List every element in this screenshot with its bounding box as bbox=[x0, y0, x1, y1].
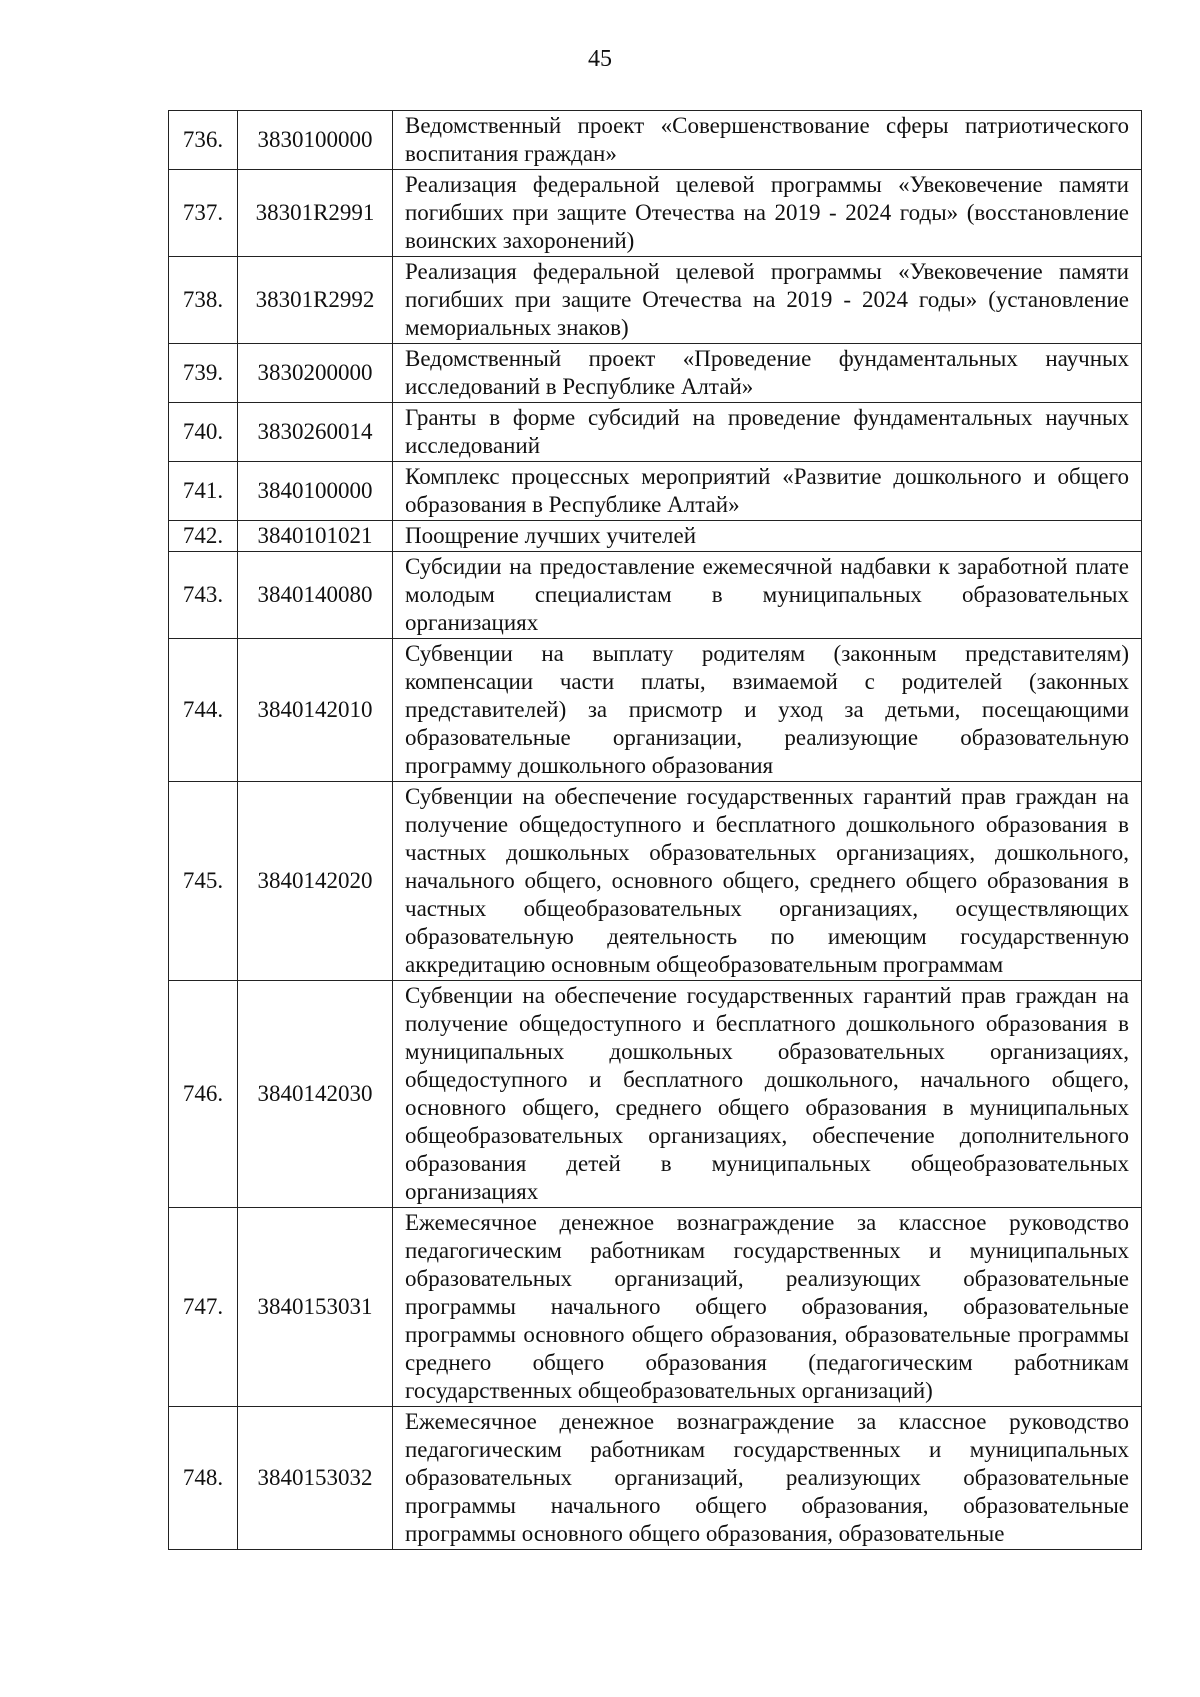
row-code: 3830260014 bbox=[238, 403, 393, 462]
row-number: 736. bbox=[169, 111, 238, 170]
row-number: 746. bbox=[169, 981, 238, 1208]
row-description: Гранты в форме субсидий на проведение фундаментальных научных исследований bbox=[393, 403, 1142, 462]
row-code: 3830100000 bbox=[238, 111, 393, 170]
row-code: 3840142030 bbox=[238, 981, 393, 1208]
table-row bbox=[169, 1407, 1142, 1550]
table-row bbox=[169, 639, 1142, 782]
row-number: 738. bbox=[169, 257, 238, 344]
row-description: Ведомственный проект «Совершенствование сферы патриотического воспитания граждан» bbox=[393, 111, 1142, 170]
row-code: 38301R2991 bbox=[238, 170, 393, 257]
row-code: 3840153031 bbox=[238, 1208, 393, 1407]
row-number: 745. bbox=[169, 782, 238, 981]
table-row bbox=[169, 403, 1142, 462]
table-row bbox=[169, 1208, 1142, 1407]
row-code: 3840153032 bbox=[238, 1407, 393, 1550]
row-description: Комплекс процессных мероприятий «Развитие дошкольного и общего образования в Республике Алтай» bbox=[393, 462, 1142, 521]
row-description: Ежемесячное денежное вознаграждение за классное руководство педагогическим работникам государственных и муниципальных образовательных организаций, реализующих образовательные программы начального общего образования, образовательные программы основного общего образования, образовательные bbox=[393, 1407, 1142, 1550]
row-number: 742. bbox=[169, 521, 238, 552]
page-number: 45 bbox=[588, 46, 612, 72]
row-description: Реализация федеральной целевой программы «Увековечение памяти погибших при защите Отечества на 2019 - 2024 годы» (восстановление воинских захоронений) bbox=[393, 170, 1142, 257]
row-description: Субвенции на выплату родителям (законным представителям) компенсации части платы, взимаемой с родителей (законных представителей) за присмотр и уход за детьми, посещающими образовательные организации, реализующие образовательную программу дошкольного образования bbox=[393, 639, 1142, 782]
row-number: 739. bbox=[169, 344, 238, 403]
row-number: 744. bbox=[169, 639, 238, 782]
row-description: Субсидии на предоставление ежемесячной надбавки к заработной плате молодым специалистам в муниципальных образовательных организациях bbox=[393, 552, 1142, 639]
row-code: 3830200000 bbox=[238, 344, 393, 403]
table-row bbox=[169, 462, 1142, 521]
row-number: 741. bbox=[169, 462, 238, 521]
table-row bbox=[169, 111, 1142, 170]
row-code: 3840142010 bbox=[238, 639, 393, 782]
table-row bbox=[169, 257, 1142, 344]
row-number: 743. bbox=[169, 552, 238, 639]
table-row bbox=[169, 344, 1142, 403]
row-code: 38301R2992 bbox=[238, 257, 393, 344]
budget-code-table bbox=[168, 110, 1142, 1550]
row-number: 747. bbox=[169, 1208, 238, 1407]
row-number: 740. bbox=[169, 403, 238, 462]
row-number: 737. bbox=[169, 170, 238, 257]
table-row bbox=[169, 521, 1142, 552]
row-description: Поощрение лучших учителей bbox=[393, 521, 1142, 552]
table-row bbox=[169, 782, 1142, 981]
row-description: Субвенции на обеспечение государственных гарантий прав граждан на получение общедоступного и бесплатного дошкольного образования в частных дошкольных образовательных организациях, дошкольного, начального общего, основного общего, среднего общего образования в частных общеобразовательных организациях, осуществляющих образовательную деятельность по имеющим государственную аккредитацию основным общеобразовательным программам bbox=[393, 782, 1142, 981]
row-code: 3840142020 bbox=[238, 782, 393, 981]
row-description: Субвенции на обеспечение государственных гарантий прав граждан на получение общедоступного и бесплатного дошкольного образования в муниципальных дошкольных образовательных организациях, общедоступного и бесплатного дошкольного, начального общего, основного общего, среднего общего образования в муниципальных общеобразовательных организациях, обеспечение дополнительного образования детей в муниципальных общеобразовательных организациях bbox=[393, 981, 1142, 1208]
table-row bbox=[169, 552, 1142, 639]
row-description: Ведомственный проект «Проведение фундаментальных научных исследований в Республике Алтай» bbox=[393, 344, 1142, 403]
table-row bbox=[169, 981, 1142, 1208]
row-description: Реализация федеральной целевой программы «Увековечение памяти погибших при защите Отечества на 2019 - 2024 годы» (установление мемориальных знаков) bbox=[393, 257, 1142, 344]
row-code: 3840101021 bbox=[238, 521, 393, 552]
row-number: 748. bbox=[169, 1407, 238, 1550]
table-row bbox=[169, 170, 1142, 257]
row-code: 3840100000 bbox=[238, 462, 393, 521]
row-description: Ежемесячное денежное вознаграждение за классное руководство педагогическим работникам государственных и муниципальных образовательных организаций, реализующих образовательные программы начального общего образования, образовательные программы основного общего образования, образовательные программы среднего общего образования (педагогическим работникам государственных общеобразовательных организаций) bbox=[393, 1208, 1142, 1407]
row-code: 3840140080 bbox=[238, 552, 393, 639]
